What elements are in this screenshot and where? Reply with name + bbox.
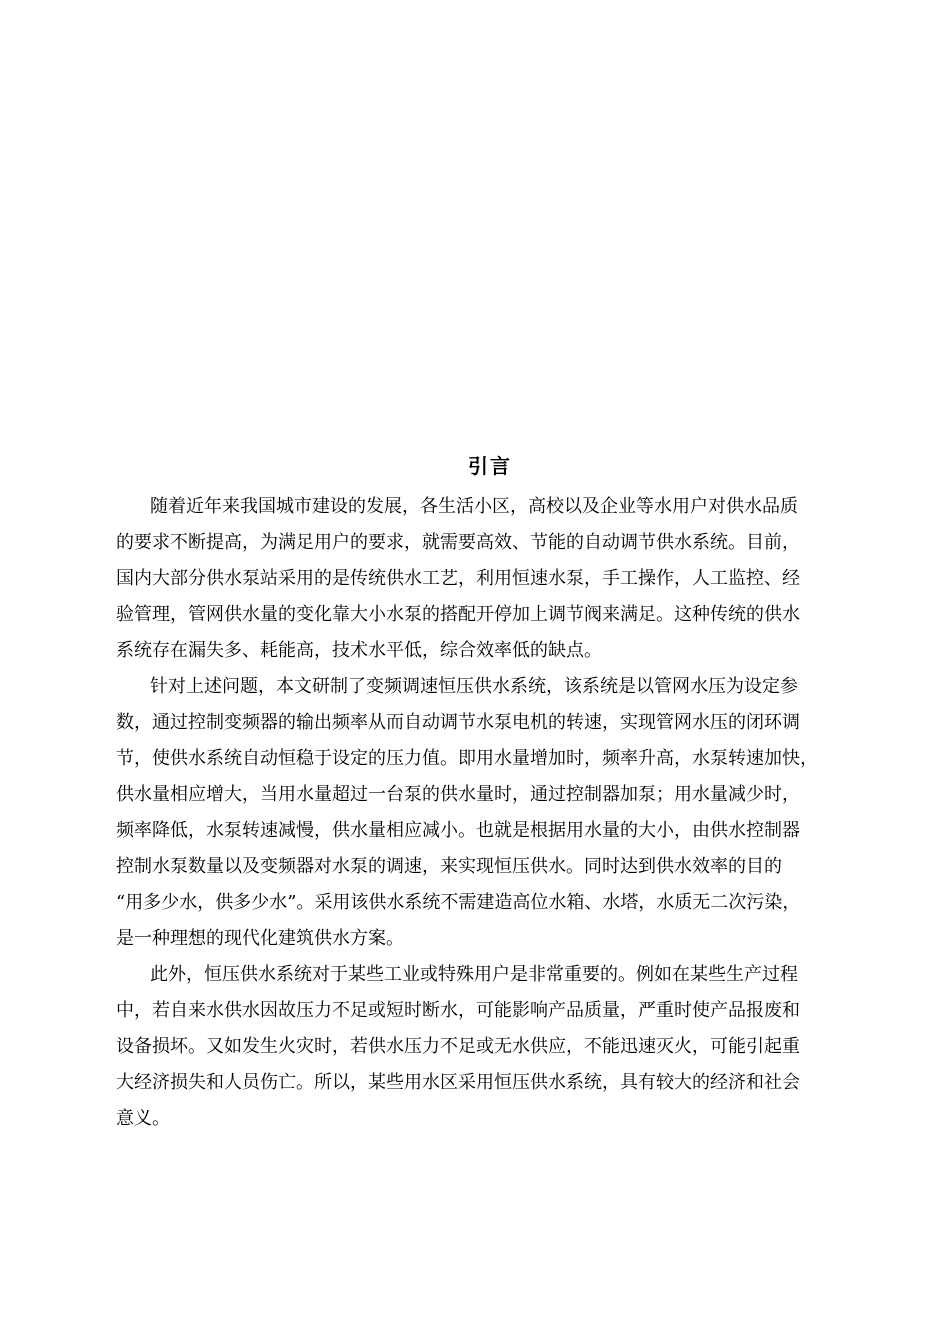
text-line: 针对上述问题，本文研制了变频调速恒压供水系统，该系统是以管网水压为设定参 <box>150 676 798 697</box>
paragraph-2 <box>116 669 856 957</box>
text-line: 国内大部分供水泵站采用的是传统供水工艺，利用恒速水泵，手工操作，人工监控、经 <box>116 568 800 589</box>
paragraph-3 <box>116 957 856 1137</box>
text-line: 节，使供水系统自动恒稳于设定的压力值。即用水量增加时，频率升高，水泵转速加快， <box>116 748 818 769</box>
text-line: “用多少水，供多少水”。采用该供水系统不需建造高位水箱、水塔，水质无二次污染， <box>116 892 801 913</box>
text-line: 数，通过控制变频器的输出频率从而自动调节水泵电机的转速，实现管网水压的闭环调 <box>116 712 800 733</box>
section-title: 引言 <box>468 454 512 478</box>
text-line: 控制水泵数量以及变频器对水泵的调速，来实现恒压供水。同时达到供水效率的目的 <box>116 856 782 877</box>
text-line: 供水量相应增大，当用水量超过一台泵的供水量时，通过控制器加泵；用水量减少时， <box>116 784 800 805</box>
text-line: 的要求不断提高，为满足用户的要求，就需要高效、节能的自动调节供水系统。目前， <box>116 532 800 553</box>
text-line: 中，若自来水供水因故压力不足或短时断水，可能影响产品质量，严重时使产品报废和 <box>116 1000 800 1021</box>
text-line: 设备损坏。又如发生火灾时，若供水压力不足或无水供应，不能迅速灭火，可能引起重 <box>116 1036 800 1057</box>
text-line: 系统存在漏失多、耗能高，技术水平低，综合效率低的缺点。 <box>116 640 602 661</box>
text-line: 随着近年来我国城市建设的发展，各生活小区，高校以及企业等水用户对供水品质 <box>150 496 798 517</box>
text-line: 频率降低，水泵转速减慢，供水量相应减小。也就是根据用水量的大小，由供水控制器 <box>116 820 800 841</box>
paragraph-1 <box>116 489 856 669</box>
body-text <box>116 489 856 1137</box>
text-line: 验管理，管网供水量的变化靠大小水泵的搭配开停加上调节阀来满足。这种传统的供水 <box>116 604 800 625</box>
text-line: 是一种理想的现代化建筑供水方案。 <box>116 928 404 949</box>
text-line: 此外，恒压供水系统对于某些工业或特殊用户是非常重要的。例如在某些生产过程 <box>150 964 798 985</box>
text-line: 意义。 <box>116 1108 170 1129</box>
text-line: 大经济损失和人员伤亡。所以，某些用水区采用恒压供水系统，具有较大的经济和社会 <box>116 1072 800 1093</box>
